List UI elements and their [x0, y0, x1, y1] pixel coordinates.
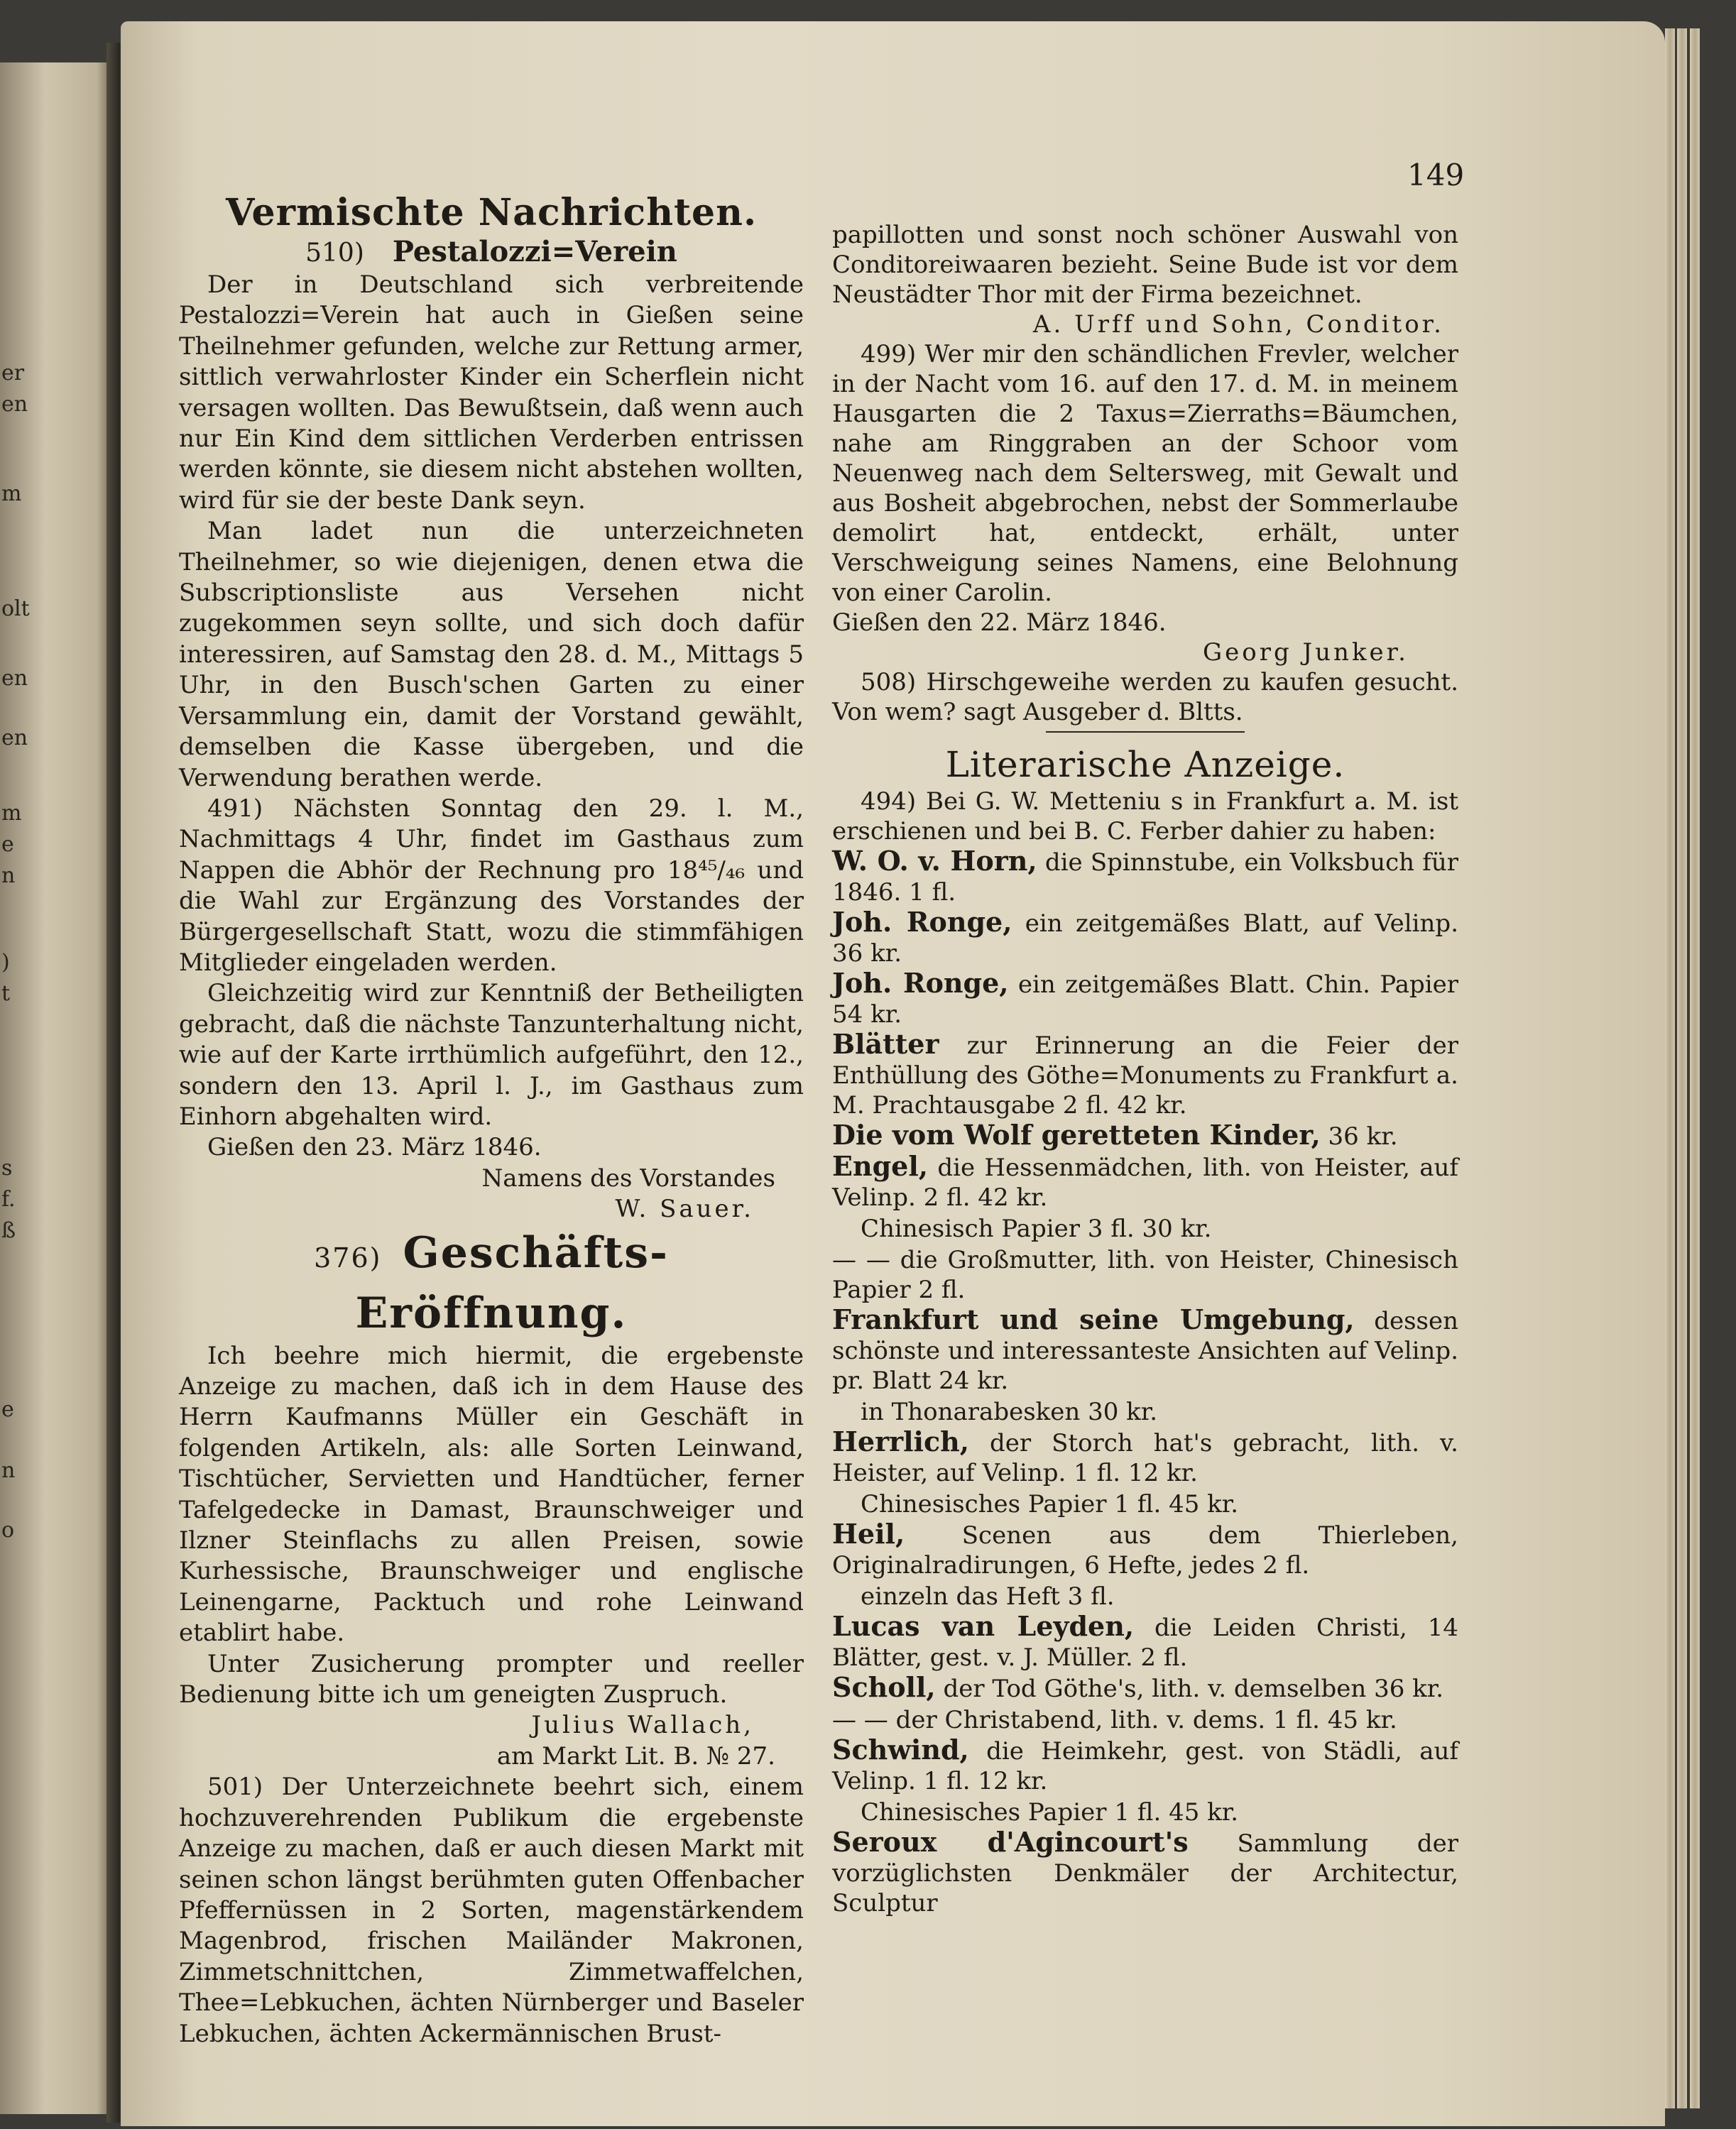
book-title: Herrlich,: [832, 1425, 969, 1457]
page-edge: [1677, 28, 1687, 2108]
book-title: W. O. v. Horn,: [832, 845, 1037, 877]
book-details: — — die Großmutter, lith. von Heister, Chinesisch Papier 2 fl.: [832, 1246, 1458, 1304]
book-details: Sammlung der vorzüglichsten Denkmäler der Architectur, Sculptur: [832, 1829, 1458, 1917]
left-fragment: s: [1, 1156, 13, 1181]
book-entry: [832, 1305, 1458, 1396]
book-details: die Hessenmädchen, lith. von Heister, auf Velinp. 2 fl. 42 kr.: [832, 1154, 1458, 1212]
ad-499-paragraph: 499) Wer mir den schändlichen Frevler, welcher in der Nacht vom 16. auf den 17. d. M. in meinem Hausgarten die 2 Taxus=Zierraths=Bäumchen, nahe am Ringgraben an der Schoor vom Neuenweg nach dem Seltersweg, mit Gewalt und aus Bosheit abgebrochen, nebst der Sommerlaube demolirt hat, entdeckt, erhält, unter Verschweigung seines Namens, eine Belohnung von einer Carolin.: [832, 340, 1458, 607]
book-entry: [832, 1827, 1458, 1918]
ad-376-paragraph-1: Ich beehre mich hiermit, die ergebenste Anzeige zu machen, daß ich in dem Hause des Herrn Kaufmanns Müller ein Geschäft in folgenden Artikeln, als: alle Sorten Leinwand, Tischtücher, Servietten und Handtücher, ferner Tafelgedecke in Damast, Braunschweiger und Ilzner Steinflachs zu allen Preisen, sowie Kurhessische, Braunschweiger und englische Leinengarne, Packtuch und rohe Leinwand etablirt habe.: [179, 1341, 804, 1648]
ad-501-continuation: papillotten und sonst noch schöner Auswahl von Conditoreiwaaren bezieht. Seine Bude ist vor dem Neustädter Thor mit der Firma bezeichnet.: [832, 221, 1458, 309]
left-fragment: en: [1, 392, 28, 417]
left-fragment: er: [1, 361, 25, 385]
left-fragment: t: [1, 981, 11, 1006]
book-entry: [832, 1029, 1458, 1120]
book-entry: [832, 1427, 1458, 1488]
book-entry: [832, 1735, 1458, 1796]
left-fragment: e: [1, 1397, 14, 1422]
book-details: ein zeitgemäßes Blatt, auf Velinp. 36 kr.: [832, 909, 1458, 968]
left-fragment: ): [1, 950, 10, 975]
book-title: Die vom Wolf geretteten Kinder,: [832, 1119, 1321, 1151]
book-title: Heil,: [832, 1518, 905, 1550]
left-column: [179, 190, 804, 2049]
left-fragment: en: [1, 726, 28, 750]
ad-491-paragraph-1: 491) Nächsten Sonntag den 29. l. M., Nachmittags 4 Uhr, findet im Gasthaus zum Nappen die Abhör der Rechnung pro 18⁴⁵/₄₆ und die Wahl zur Ergänzung des Vorstandes der Bürgergesellschaft Statt, wozu die stimmfähigen Mitglieder eingeladen werden.: [179, 794, 804, 977]
ad-number: 376): [314, 1242, 382, 1274]
book-title: Lucas van Leyden,: [832, 1610, 1135, 1642]
book-details: — — der Christabend, lith. v. dems. 1 fl. 45 kr.: [832, 1706, 1397, 1734]
left-fragment: e: [1, 832, 14, 857]
book-entry: [832, 1796, 1458, 1827]
ad-title: Pestalozzi=Verein: [392, 235, 677, 268]
section-heading: Vermischte Nachrichten.: [225, 191, 758, 234]
left-fragment: olt: [1, 596, 30, 621]
book-details: Scenen aus dem Thierleben, Originalradirungen, 6 Hefte, jedes 2 fl.: [832, 1521, 1458, 1580]
book-title: Engel,: [832, 1150, 929, 1182]
book-title: Scholl,: [832, 1671, 936, 1703]
left-fragment: m: [1, 801, 22, 826]
page-edge: [1665, 28, 1675, 2108]
book-entry: [832, 1580, 1458, 1611]
ad-508-paragraph: 508) Hirschgeweihe werden zu kaufen gesucht. Von wem? sagt Ausgeber d. Bltts.: [832, 668, 1458, 726]
left-fragment: en: [1, 666, 28, 691]
book-details: zur Erinnerung an die Feier der Enthüllung des Göthe=Monuments zu Frankfurt a. M. Prachtausgabe 2 fl. 42 kr.: [832, 1031, 1458, 1120]
book-title: Seroux d'Agincourt's: [832, 1826, 1189, 1858]
right-column: [832, 220, 1458, 1918]
book-details: 36 kr.: [1320, 1122, 1398, 1151]
left-fragment: ß: [1, 1218, 16, 1243]
book-entry: [832, 1244, 1458, 1305]
left-fragment: o: [1, 1518, 15, 1543]
book-entry: [832, 1611, 1458, 1673]
book-details: die Leiden Christi, 14 Blätter, gest. v. J. Müller. 2 fl.: [832, 1614, 1458, 1672]
ad-510-paragraph-2: Man ladet nun die unterzeichneten Theilnehmer, so wie diejenigen, denen etwa die Subscriptionsliste aus Versehen nicht zugekommen seyn sollte, und sich doch dafür interessiren, auf Samstag den 28. d. M., Mittags 5 Uhr, in den Busch'schen Garten zu einer Versammlung ein, damit der Vorstand gewählt, demselben die Kasse übergeben, und die Verwendung berathen werde.: [179, 517, 804, 792]
section-divider: [1046, 731, 1245, 733]
book-details: dessen schönste und interessanteste Ansichten auf Velinp. pr. Blatt 24 kr.: [832, 1307, 1458, 1395]
previous-page-edge: [0, 62, 114, 2114]
book-details: ein zeitgemäßes Blatt. Chin. Papier 54 kr.: [832, 970, 1458, 1029]
book-entry: [832, 907, 1458, 968]
book-details: Chinesisch Papier 3 fl. 30 kr.: [861, 1215, 1212, 1243]
ad-501-paragraph-1: 501) Der Unterzeichnete beehrt sich, einem hochzuverehrenden Publikum die ergebenste Anzeige zu machen, daß er auch diesen Markt mit seinen schon längst berühmten guten Offenbacher Pfeffernüssen in 2 Sorten, magenstärkendem Magenbrod, frischen Mailänder Makronen, Zimmetschnittchen, Zimmetwaffelchen, Thee=Lebkuchen, ächten Nürnberger und Baseler Lebkuchen, ächten Ackermännischen Brust-: [179, 1773, 804, 2048]
ad-376-paragraph-2: Unter Zusicherung prompter und reeller Bedienung bitte ich um geneigten Zuspruch.: [179, 1649, 804, 1709]
page-number: 149: [1407, 158, 1465, 192]
ad-510-title: [179, 236, 804, 270]
book-title: Schwind,: [832, 1734, 969, 1766]
book-details: der Storch hat's gebracht, lith. v. Heister, auf Velinp. 1 fl. 12 kr.: [832, 1429, 1458, 1487]
book-entry: [832, 1120, 1458, 1151]
book-entry: [832, 1488, 1458, 1519]
ad-491-paragraph-2: Gleichzeitig wird zur Kenntniß der Betheiligten gebracht, daß die nächste Tanzunterhaltung nicht, wie auf der Karte irrthümlich aufgeführt, den 12., sondern den 13. April l. J., im Gasthaus zum Einhorn abgehalten wird.: [179, 979, 804, 1131]
ad-number: 510): [305, 239, 364, 268]
book-entry: [832, 1704, 1458, 1735]
book-entry: [832, 1519, 1458, 1580]
ad-491-signature-line-2: W. Sauer.: [615, 1195, 754, 1224]
left-fragment: n: [1, 1458, 16, 1483]
book-entry: [832, 1151, 1458, 1213]
book-details: Chinesisches Papier 1 fl. 45 kr.: [861, 1490, 1239, 1518]
left-fragment: f.: [1, 1187, 16, 1212]
book-entry: [832, 1673, 1458, 1704]
ad-376-title: [179, 1225, 804, 1341]
page-edge: [1690, 28, 1700, 2108]
book-title: Joh. Ronge,: [832, 906, 1012, 938]
book-details: die Spinnstube, ein Volksbuch für 1846. 1 fl.: [832, 848, 1458, 907]
book-title: Frankfurt und seine Umgebung,: [832, 1303, 1355, 1335]
literary-heading: Literarische Anzeige.: [945, 744, 1345, 785]
ad-376-signature-line-2: am Markt Lit. B. № 27.: [496, 1741, 775, 1770]
left-fragment: m: [1, 481, 22, 506]
book-details: einzeln das Heft 3 fl.: [861, 1582, 1115, 1611]
book-entry: [832, 1396, 1458, 1427]
ad-510-paragraph-1: Der in Deutschland sich verbreitende Pestalozzi=Verein hat auch in Gießen seine Theilnehmer gefunden, welche zur Rettung armer, sittlich verwahrloster Kinder ein Scherflein nicht versagen wollten. Das Bewußtsein, daß wenn auch nur Ein Kind dem sittlichen Verderben entrissen werden könnte, sie diesem nicht abstehen wollten, wird für sie der beste Dank seyn.: [179, 270, 804, 515]
left-fragment: n: [1, 863, 16, 888]
ad-491-signature-line-1: Namens des Vorstandes: [481, 1164, 775, 1193]
ad-376-signature-line-1: Julius Wallach,: [531, 1711, 754, 1740]
book-title: Blätter: [832, 1028, 939, 1060]
ad-491-place-date: Gießen den 23. März 1846.: [207, 1133, 542, 1162]
book-title: Joh. Ronge,: [832, 967, 1009, 999]
ad-title: Geschäfts-Eröffnung.: [355, 1227, 669, 1338]
book-entry: [832, 846, 1458, 907]
book-details: Chinesisches Papier 1 fl. 45 kr.: [861, 1798, 1239, 1827]
ad-501-signature: A. Urff und Sohn, Conditor.: [1032, 310, 1444, 339]
ad-499-place-date: Gießen den 22. März 1846.: [832, 608, 1167, 637]
book-entry: [832, 1213, 1458, 1244]
book-entry: [832, 968, 1458, 1029]
book-details: der Tod Göthe's, lith. v. demselben 36 kr.: [935, 1675, 1444, 1703]
ad-499-signature: Georg Junker.: [1202, 638, 1409, 667]
book-details: in Thonarabesken 30 kr.: [861, 1398, 1158, 1426]
book-details: die Heimkehr, gest. von Städli, auf Velinp. 1 fl. 12 kr.: [832, 1737, 1458, 1795]
literary-intro: 494) Bei G. W. Metteniu s in Frankfurt a. M. ist erschienen und bei B. C. Ferber dahier zu haben:: [832, 787, 1458, 845]
